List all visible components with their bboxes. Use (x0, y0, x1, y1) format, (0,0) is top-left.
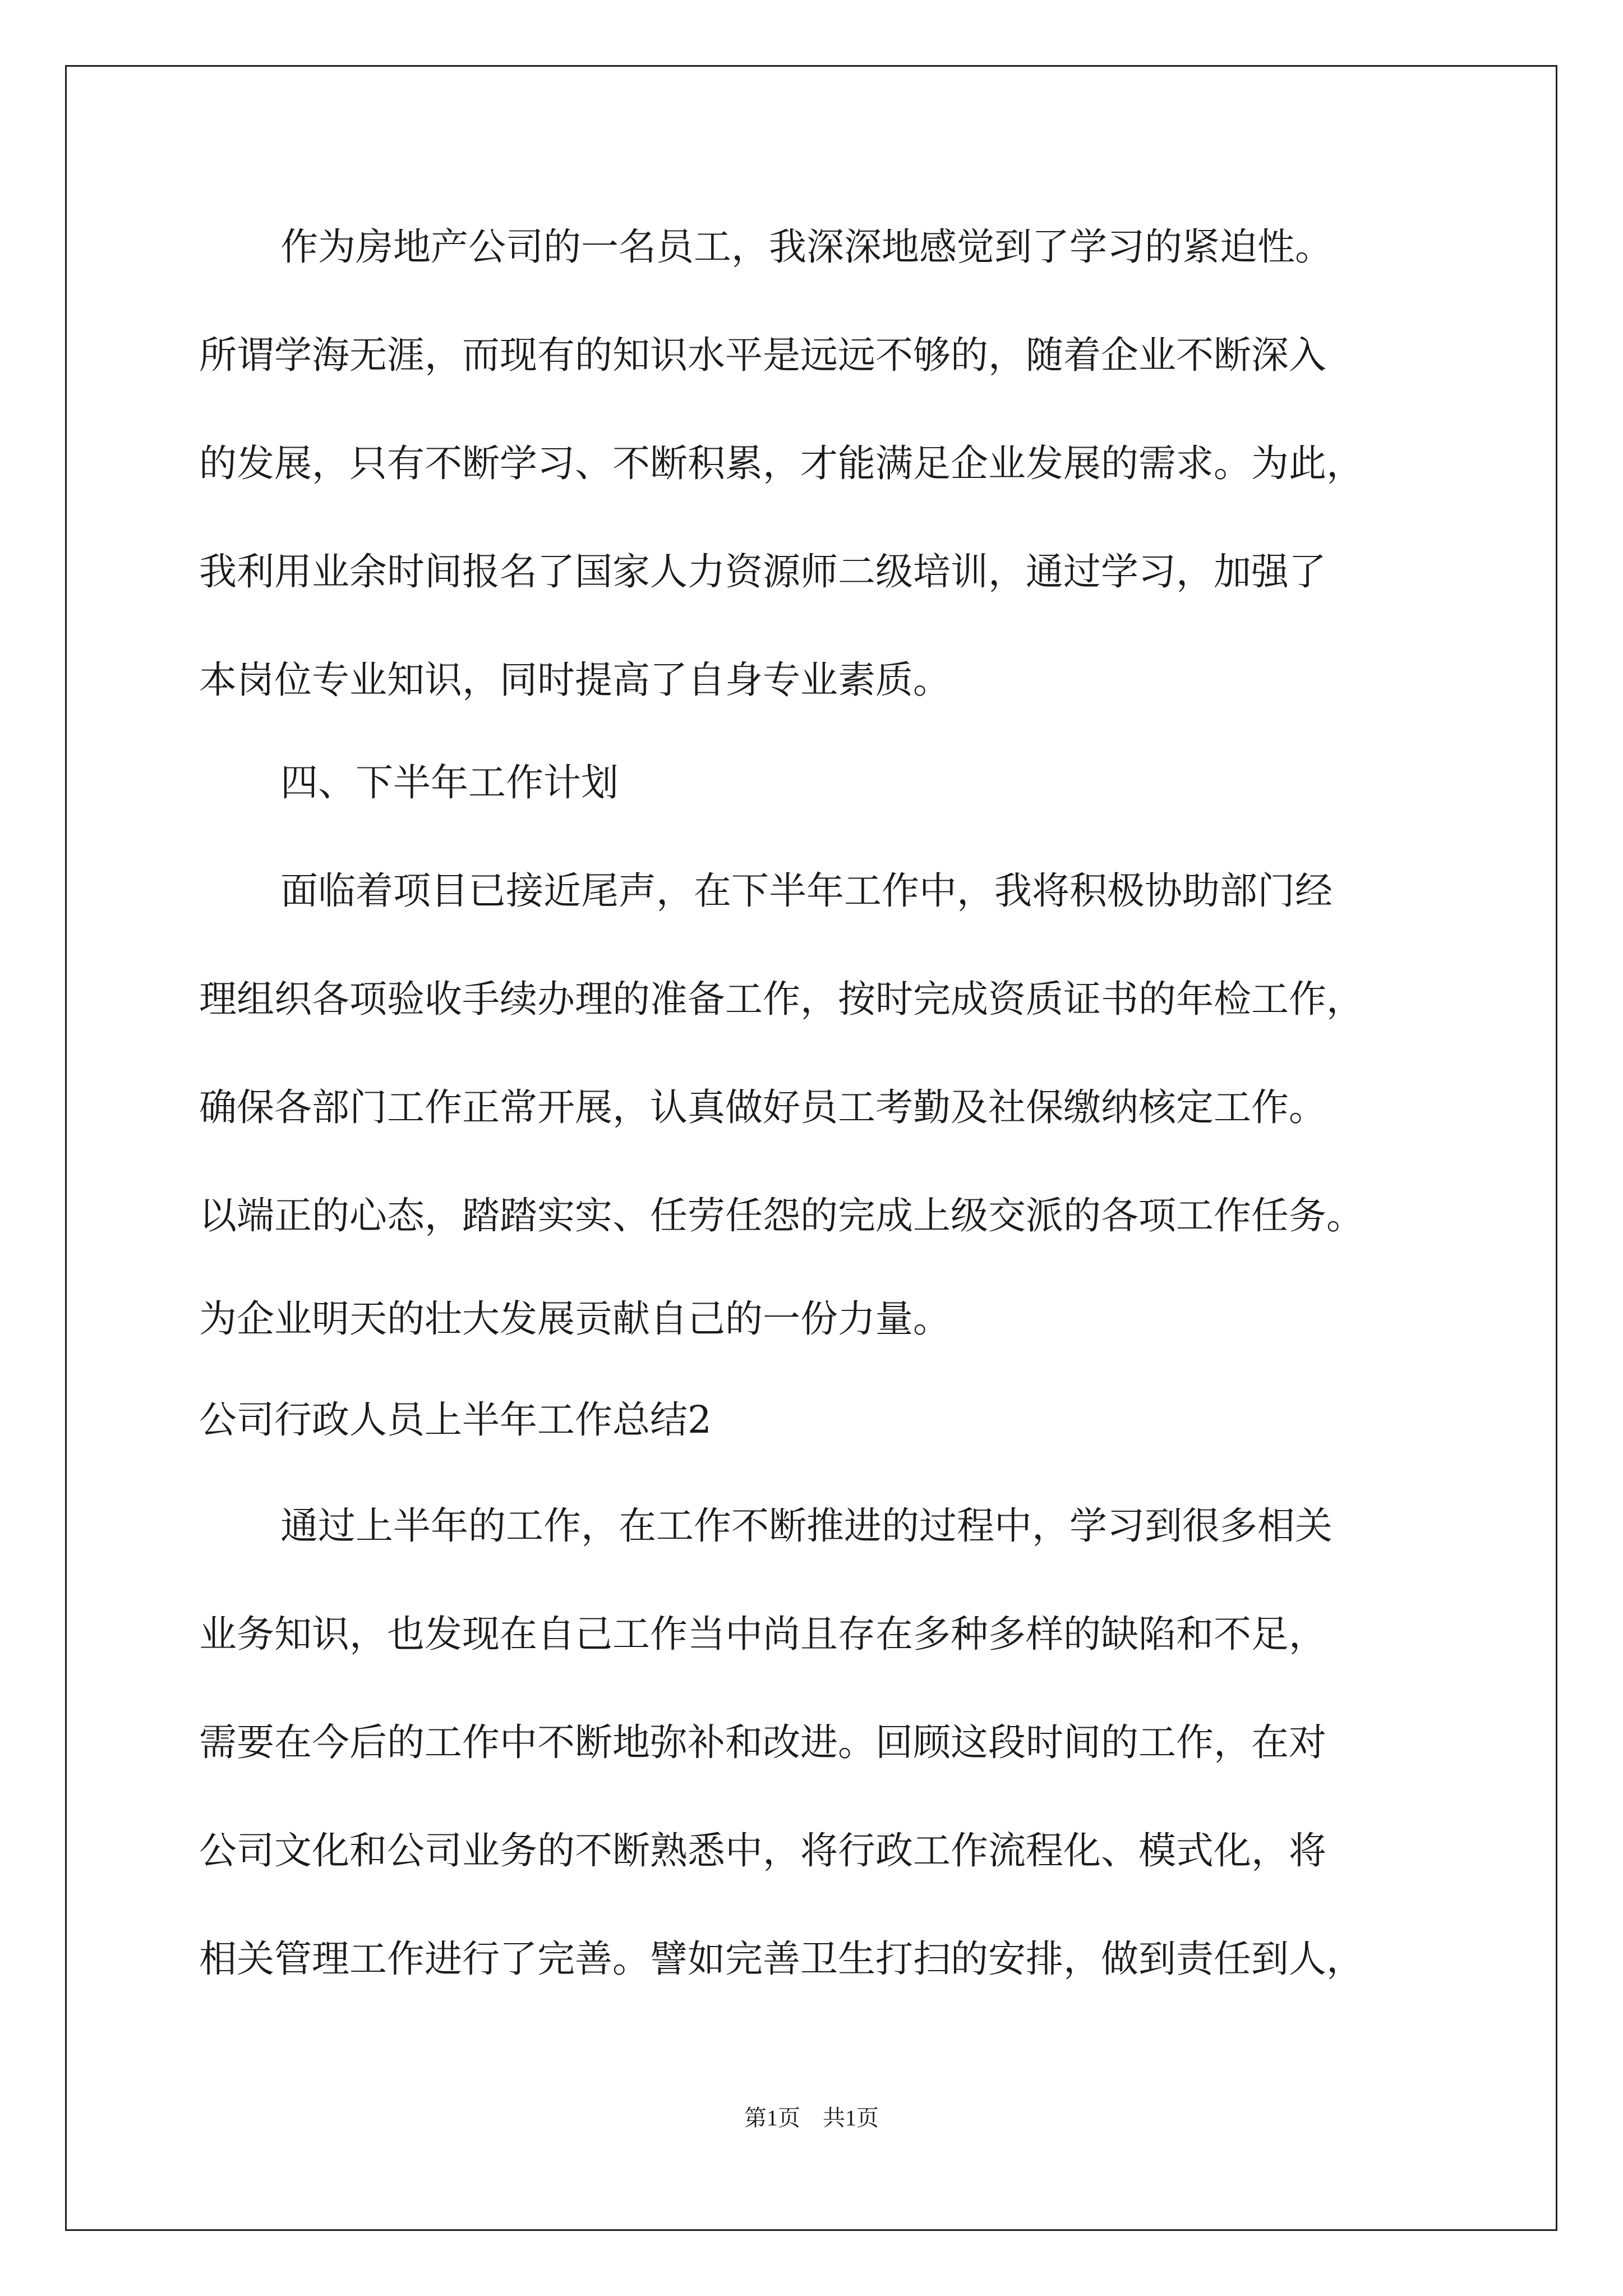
paragraph-line: 通过上半年的工作，在工作不断推进的过程中，学习到很多相关 (280, 1504, 1332, 1548)
paragraph-line: 理组织各项验收手续办理的准备工作，按时完成资质证书的年检工作， (199, 977, 1364, 1021)
paragraph-line: 相关管理工作进行了完善。譬如完善卫生打扫的安排，做到责任到人， (199, 1937, 1364, 1981)
page-border (65, 65, 1557, 2231)
paragraph-line: 确保各部门工作正常开展，认真做好员工考勤及社保缴纳核定工作。 (199, 1085, 1326, 1129)
document-title: 公司行政人员上半年工作总结2 (199, 1398, 712, 1442)
paragraph-line: 所谓学海无涯，而现有的知识水平是远远不够的，随着企业不断深入 (199, 333, 1326, 377)
paragraph-line: 的发展，只有不断学习、不断积累，才能满足企业发展的需求。为此， (199, 441, 1364, 485)
paragraph-line: 我利用业余时间报名了国家人力资源师二级培训，通过学习，加强了 (199, 550, 1326, 593)
paragraph-line: 作为房地产公司的一名员工，我深深地感觉到了学习的紧迫性。 (280, 225, 1332, 269)
paragraph-line: 业务知识，也发现在自己工作当中尚且存在多种多样的缺陷和不足， (199, 1612, 1326, 1656)
paragraph-line: 以端正的心态，踏踏实实、任劳任怨的完成上级交派的各项工作任务。 (199, 1194, 1364, 1237)
page-footer: 第1页 共1页 (744, 2105, 879, 2131)
paragraph-line: 本岗位专业知识，同时提高了自身专业素质。 (199, 658, 951, 702)
section-heading: 四、下半年工作计划 (280, 761, 619, 804)
paragraph-line: 为企业明天的壮大发展贡献自己的一份力量。 (199, 1297, 951, 1341)
paragraph-line: 面临着项目已接近尾声，在下半年工作中，我将积极协助部门经 (280, 869, 1332, 913)
paragraph-line: 公司文化和公司业务的不断熟悉中，将行政工作流程化、模式化，将 (199, 1829, 1326, 1872)
paragraph-line: 需要在今后的工作中不断地弥补和改进。回顾这段时间的工作，在对 (199, 1720, 1326, 1764)
